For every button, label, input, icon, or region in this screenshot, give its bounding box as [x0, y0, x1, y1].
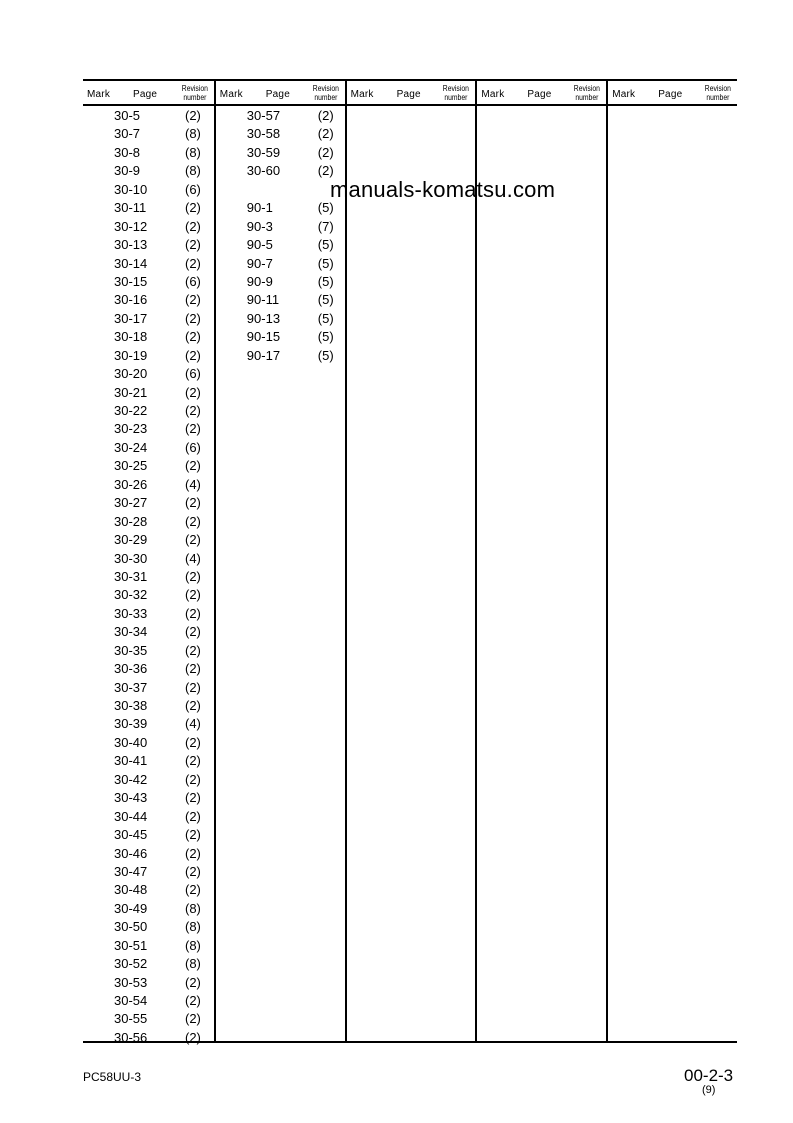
- page-cell: 30-57: [246, 108, 281, 123]
- page-cell: 30-44: [114, 808, 148, 824]
- revision-cell: (5): [317, 273, 334, 289]
- table-row: [216, 309, 345, 327]
- table-row: [216, 290, 345, 308]
- table-rows: [83, 106, 214, 1046]
- revision-cell: (2): [185, 495, 201, 511]
- revision-cell: (4): [185, 716, 201, 732]
- revision-header: [702, 84, 734, 102]
- page-cell: 30-29: [114, 532, 148, 548]
- table-row: [83, 161, 214, 179]
- table-row: [83, 862, 214, 880]
- mark-header: Mark: [612, 89, 636, 100]
- table-row: [83, 327, 214, 345]
- revision-cell: (2): [185, 255, 201, 271]
- table-row: [83, 254, 214, 272]
- table-row: [83, 954, 214, 972]
- table-row: [83, 825, 214, 843]
- revision-cell: (2): [185, 384, 201, 400]
- table-row: [83, 383, 214, 401]
- table-row: [83, 419, 214, 437]
- revision-cell: (6): [185, 273, 201, 289]
- page-cell: 30-41: [114, 753, 148, 769]
- revision-cell: (8): [185, 144, 201, 160]
- revision-cell: (2): [185, 292, 201, 308]
- revision-header: [571, 84, 603, 102]
- column-header: [83, 81, 214, 106]
- revision-cell: (5): [317, 329, 334, 345]
- page-cell: 30-12: [114, 218, 148, 234]
- page-cell: 30-17: [114, 310, 148, 326]
- table-row: [83, 696, 214, 714]
- revision-header-line2: number: [313, 93, 337, 102]
- page-cell: 90-7: [246, 255, 273, 271]
- revision-cell: (2): [185, 1011, 201, 1027]
- page-header: Page: [133, 89, 158, 100]
- page-cell: 30-39: [114, 716, 148, 732]
- page-cell: 30-30: [114, 550, 148, 566]
- revision-header-line1: Revision: [573, 84, 601, 93]
- revision-cell: (2): [185, 974, 201, 990]
- table-row: [83, 788, 214, 806]
- table-row: [83, 733, 214, 751]
- revision-cell: (2): [185, 1029, 201, 1045]
- table-row: [83, 991, 214, 1009]
- revision-cell: (8): [185, 126, 201, 142]
- page-cell: 30-23: [114, 421, 148, 437]
- revision-cell: (2): [317, 126, 334, 142]
- revision-cell: (5): [317, 255, 334, 271]
- page-cell: 30-45: [114, 827, 148, 843]
- table-row: [83, 198, 214, 216]
- table-column: [475, 81, 606, 1041]
- revision-header-line1: Revision: [704, 84, 731, 93]
- page-cell: 30-8: [114, 144, 141, 160]
- page-cell: 30-50: [114, 919, 148, 935]
- revision-table: [83, 79, 737, 1043]
- revision-cell: (2): [185, 661, 201, 677]
- revision-header-line2: number: [444, 93, 468, 102]
- revision-header-line1: Revision: [181, 84, 208, 93]
- page-cell: 90-1: [246, 200, 273, 216]
- table-row: [83, 678, 214, 696]
- table-row: [83, 880, 214, 898]
- page-cell: 30-49: [114, 900, 148, 916]
- revision-cell: (5): [317, 347, 334, 363]
- revision-cell: (6): [185, 181, 201, 197]
- page-cell: 30-42: [114, 771, 148, 787]
- table-row: [83, 917, 214, 935]
- table-row: [83, 475, 214, 493]
- revision-cell: (2): [185, 734, 201, 750]
- mark-header: Mark: [481, 89, 505, 100]
- page-cell: 90-5: [246, 237, 273, 253]
- revision-cell: (2): [185, 605, 201, 621]
- page-header: Page: [658, 89, 683, 100]
- revision-cell: (8): [185, 956, 201, 972]
- table-row: [83, 641, 214, 659]
- revision-cell: (2): [185, 863, 201, 879]
- watermark-text: manuals-komatsu.com: [330, 177, 556, 202]
- table-row: [83, 438, 214, 456]
- revision-cell: (2): [185, 790, 201, 806]
- page-cell: 30-5: [114, 108, 141, 123]
- page-cell: 30-33: [114, 605, 148, 621]
- page-cell: 30-32: [114, 587, 148, 603]
- page-cell: 30-27: [114, 495, 148, 511]
- page-header: Page: [265, 89, 290, 100]
- page-cell: 30-36: [114, 661, 148, 677]
- table-row: [83, 512, 214, 530]
- page-header: Page: [527, 89, 552, 100]
- table-row: [83, 659, 214, 677]
- page-revision: (9): [702, 1084, 716, 1096]
- revision-cell: (2): [185, 587, 201, 603]
- page-cell: 90-15: [246, 329, 281, 345]
- table-row: [83, 844, 214, 862]
- page-cell: 90-17: [246, 347, 281, 363]
- revision-cell: (2): [185, 347, 201, 363]
- table-row: [83, 124, 214, 142]
- table-row: [83, 770, 214, 788]
- revision-cell: (5): [317, 200, 334, 216]
- page-cell: 90-3: [246, 218, 273, 234]
- revision-cell: (4): [185, 550, 201, 566]
- column-header: [477, 81, 606, 106]
- table-row: [83, 143, 214, 161]
- revision-header: [178, 84, 210, 102]
- table-row: [83, 309, 214, 327]
- table-row: [216, 161, 345, 179]
- page-cell: 30-52: [114, 956, 148, 972]
- revision-cell: (8): [185, 900, 201, 916]
- page-cell: 30-58: [246, 126, 281, 142]
- mark-header: Mark: [350, 89, 374, 100]
- page-number: 00-2-3: [684, 1066, 734, 1085]
- page-cell: 30-15: [114, 273, 148, 289]
- revision-cell: (8): [185, 937, 201, 953]
- revision-cell: (2): [185, 329, 201, 345]
- table-row: [83, 1009, 214, 1027]
- revision-header-line2: number: [183, 93, 207, 102]
- table-row: [216, 346, 345, 364]
- column-header: [608, 81, 737, 106]
- page-cell: 30-31: [114, 568, 148, 584]
- page-cell: 30-40: [114, 734, 148, 750]
- table-row: [83, 1028, 214, 1046]
- table-row: [83, 106, 214, 124]
- revision-cell: (2): [317, 163, 334, 179]
- revision-cell: (2): [185, 624, 201, 640]
- page-cell: 30-55: [114, 1011, 148, 1027]
- revision-cell: (2): [185, 845, 201, 861]
- revision-cell: (2): [317, 144, 334, 160]
- page-cell: 30-54: [114, 993, 148, 1008]
- revision-cell: (2): [185, 200, 201, 216]
- page-cell: 30-22: [114, 403, 148, 418]
- page-cell: 30-37: [114, 679, 148, 695]
- page-cell: 30-56: [114, 1029, 148, 1045]
- page-cell: 30-10: [114, 181, 148, 197]
- table-rows: [216, 106, 345, 364]
- table-row: [83, 290, 214, 308]
- revision-header-line2: number: [575, 93, 599, 102]
- revision-cell: (4): [185, 476, 201, 492]
- page-cell: 30-53: [114, 974, 148, 990]
- table-row: [216, 198, 345, 216]
- page-cell: 30-24: [114, 439, 148, 455]
- page-cell: 30-21: [114, 384, 148, 400]
- revision-cell: (2): [185, 771, 201, 787]
- page-cell: 30-14: [114, 255, 148, 271]
- table-row: [83, 180, 214, 198]
- table-row: [83, 899, 214, 917]
- table-row: [83, 401, 214, 419]
- revision-cell: (2): [185, 108, 201, 123]
- page-cell: 30-43: [114, 790, 148, 806]
- table-row: [83, 936, 214, 954]
- revision-header: [440, 84, 472, 102]
- model-name: PC58UU-3: [83, 1070, 142, 1084]
- table-row: [83, 346, 214, 364]
- table-row: [216, 235, 345, 253]
- table-row: [83, 235, 214, 253]
- revision-cell: (5): [317, 310, 334, 326]
- table-row: [83, 622, 214, 640]
- page-cell: 30-34: [114, 624, 148, 640]
- page-cell: 30-18: [114, 329, 148, 345]
- table-row: [83, 272, 214, 290]
- page-cell: 30-7: [114, 126, 141, 142]
- revision-cell: (2): [185, 458, 201, 474]
- table-column: [214, 81, 345, 1041]
- revision-cell: (2): [185, 827, 201, 843]
- page-cell: 30-38: [114, 698, 148, 713]
- revision-cell: (2): [185, 421, 201, 437]
- mark-header: Mark: [219, 89, 243, 100]
- table-row: [83, 364, 214, 382]
- page-cell: 30-59: [246, 144, 281, 160]
- table-column: [345, 81, 476, 1041]
- page-cell: 30-47: [114, 863, 148, 879]
- table-row: [216, 272, 345, 290]
- revision-cell: (2): [185, 753, 201, 769]
- table-row: [83, 807, 214, 825]
- column-header: [216, 81, 345, 106]
- table-row: [83, 567, 214, 585]
- page-cell: 30-26: [114, 476, 148, 492]
- revision-cell: (8): [185, 163, 201, 179]
- revision-cell: (2): [185, 218, 201, 234]
- revision-cell: (2): [317, 108, 334, 123]
- page-cell: 30-60: [246, 163, 281, 179]
- page-cell: 30-51: [114, 937, 148, 953]
- revision-cell: (2): [185, 532, 201, 548]
- page-cell: 30-25: [114, 458, 148, 474]
- revision-cell: (2): [185, 808, 201, 824]
- page-cell: 30-48: [114, 882, 148, 898]
- table-row: [83, 973, 214, 991]
- table-row: [83, 751, 214, 769]
- table-row: [83, 604, 214, 622]
- page-cell: 30-28: [114, 513, 148, 529]
- table-row: [83, 530, 214, 548]
- revision-header: [309, 84, 341, 102]
- column-header: [347, 81, 476, 106]
- table-row: [216, 217, 345, 235]
- page-cell: 30-19: [114, 347, 148, 363]
- table-row: [216, 254, 345, 272]
- table-row: [216, 327, 345, 345]
- revision-cell: (6): [185, 439, 201, 455]
- table-column: [83, 81, 214, 1045]
- revision-cell: (2): [185, 698, 201, 713]
- table-row: [83, 217, 214, 235]
- revision-cell: (2): [185, 679, 201, 695]
- revision-cell: (7): [317, 218, 334, 234]
- revision-cell: (2): [185, 310, 201, 326]
- table-column: [606, 81, 737, 1041]
- revision-header-line1: Revision: [443, 84, 470, 93]
- table-row: [83, 456, 214, 474]
- page-cell: 30-13: [114, 237, 148, 253]
- page-cell: 90-13: [246, 310, 281, 326]
- table-row: [216, 106, 345, 124]
- table-row: [83, 714, 214, 732]
- table-row: [216, 143, 345, 161]
- table-row: [83, 585, 214, 603]
- revision-cell: (2): [185, 642, 201, 658]
- page-cell: 30-9: [114, 163, 141, 179]
- revision-cell: (2): [185, 882, 201, 898]
- page-cell: 30-46: [114, 845, 148, 861]
- revision-cell: (2): [185, 513, 201, 529]
- revision-cell: (8): [185, 919, 201, 935]
- table-row: [83, 493, 214, 511]
- revision-cell: (2): [185, 403, 201, 418]
- mark-header: Mark: [87, 89, 111, 100]
- revision-cell: (2): [185, 993, 201, 1008]
- page-cell: 30-11: [114, 200, 147, 216]
- revision-header-line1: Revision: [312, 84, 339, 93]
- page-header: Page: [396, 89, 421, 100]
- page-cell: 90-9: [246, 273, 273, 289]
- revision-cell: (5): [317, 237, 334, 253]
- revision-cell: (6): [185, 366, 201, 382]
- revision-cell: (5): [317, 292, 334, 308]
- page-cell: 90-11: [246, 292, 280, 308]
- page-cell: 30-20: [114, 366, 148, 382]
- page-cell: 30-16: [114, 292, 148, 308]
- table-row: [216, 124, 345, 142]
- table-row: [83, 549, 214, 567]
- revision-header-line2: number: [706, 93, 730, 102]
- revision-cell: (2): [185, 568, 201, 584]
- revision-cell: (2): [185, 237, 201, 253]
- page-cell: 30-35: [114, 642, 148, 658]
- table-row: [216, 180, 345, 198]
